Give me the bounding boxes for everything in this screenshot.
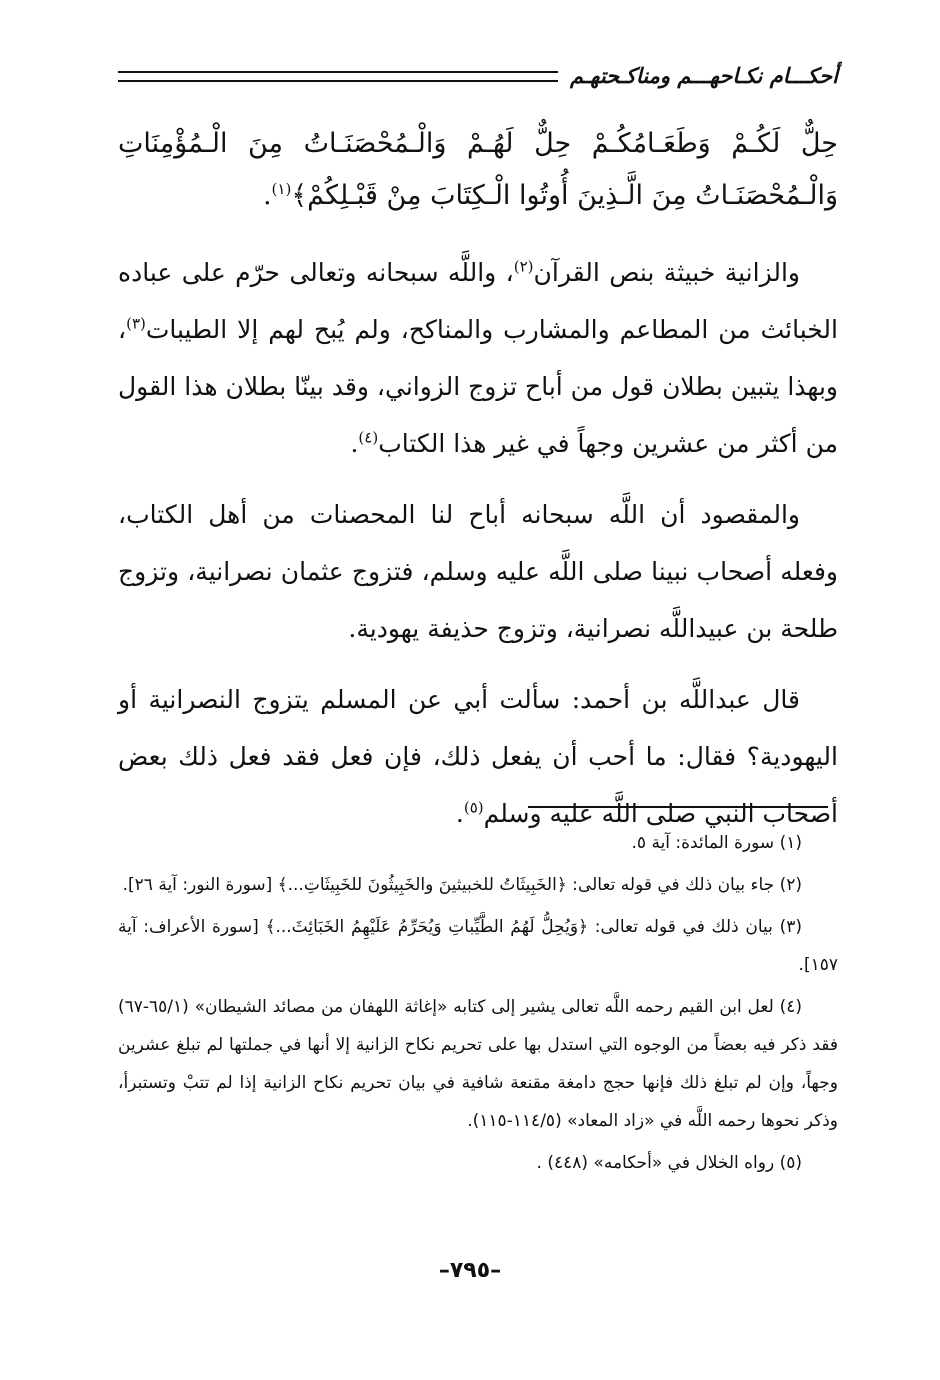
quran-verse (118, 118, 838, 222)
verse-end: . (262, 180, 272, 211)
paragraph-text: قال عبداللَّه بن أحمد: سألت أبي عن المسلم يتزوج النصرانية أو اليهودية؟ فقال: ما أحب أن يفعل ذلك، فإن فعل فقد فعل ذلك بعض أصحاب النبي صلى اللَّه عليه وسلم (118, 685, 838, 828)
paragraph-zania (118, 244, 838, 472)
footnote-ref-1: (١) (271, 180, 292, 198)
paragraph-text: . (455, 799, 464, 828)
footnote-ref-2: (٢) (513, 257, 534, 276)
header-title: أحكـــام نكـاحهـــم ومناكـحتهـم (570, 64, 838, 88)
footnote-ref-3: (٣) (126, 314, 146, 333)
paragraph-text: ، واللَّه سبحانه وتعالى حرّم على عباده الخبائث من المطاعم والمشارب والمناكح، ولم يُبح لهم إلا الطيبات (118, 258, 838, 344)
footnote-ref-4: (٤) (358, 428, 379, 447)
page-number: –٧٩٥– (438, 1258, 502, 1283)
footnote-2: (٢) جاء بيان ذلك في قوله تعالى: ﴿الخَبِيثَاتُ للخبيثينَ والخَبِيثُونَ للخَبِيثَاتِ...﴾ [سورة النور: آية ٢٦]. (122, 875, 802, 895)
footnote-ref-5: (٥) (463, 798, 484, 817)
paragraph-text: ، وبهذا يتبين بطلان قول من أباح تزوج الزواني، وقد بينّا بطلان هذا القول من أكثر من عشرين وجهاً في غير هذا الكتاب (118, 315, 838, 458)
header-double-rule (118, 71, 558, 82)
paragraph-abdullah (118, 671, 838, 842)
footnote-1: (١) سورة المائدة: آية ٥. (631, 833, 802, 853)
footnote-3: (٣) بيان ذلك في قوله تعالى: ﴿وَيُحِلُّ لَهُمُ الطَّيِّباتِ وَيُحَرِّمُ عَلَيْهِمُ الخَبَائِثَ...﴾ [سورة الأعراف: آية ١٥٧]. (118, 917, 838, 975)
footnote-separator (528, 806, 828, 808)
verse-text: حِلٌّ لَكُـمْ وَطَعَـامُكُـمْ حِلٌّ لَهُـمْ وَالْـمُحْصَنَـاتُ مِنَ الْـمُؤْمِنَاتِ وَالْـمُحْصَنَـاتُ مِنَ الَّـذِينَ أُوتُوا الْـكِتَابَ مِنْ قَبْـلِكُمْ﴾ (118, 128, 838, 211)
paragraph-muhsanat: والمقصود أن اللَّه سبحانه أباح لنا المحصنات من أهل الكتاب، وفعله أصحاب نبينا صلى اللَّه عليه وسلم، فتزوج عثمان نصرانية، وتزوج طلحة بن عبيداللَّه نصرانية، وتزوج حذيفة يهودية. (118, 500, 838, 643)
footnotes (118, 824, 838, 1186)
running-header (118, 58, 838, 94)
footnote-5: (٥) رواه الخلال في «أحكامه» (٤٤٨) . (536, 1153, 802, 1173)
main-text (118, 118, 838, 856)
paragraph-text: . (350, 429, 359, 458)
paragraph-text: والزانية خبيثة بنص القرآن (533, 258, 800, 287)
footnote-4: (٤) لعل ابن القيم رحمه اللَّه تعالى يشير إلى كتابه «إغاثة اللهفان من مصائد الشيطان» (٦٥/١-٦٧) فقد ذكر فيه بعضاً من الوجوه التي استدل بها على تحريم نكاح الزانية إلا أنها في جملتها لم تبلغ عشرين وجهاً، وإن لم تبلغ ذلك فإنها حجج دامغة مقنعة شافية في بيان تحريم نكاح الزانية إذا لم تتبْ وتستبرأ، وذكر نحوها رحمه اللَّه في «زاد المعاد» (١١٤/٥-١١٥). (118, 997, 838, 1131)
